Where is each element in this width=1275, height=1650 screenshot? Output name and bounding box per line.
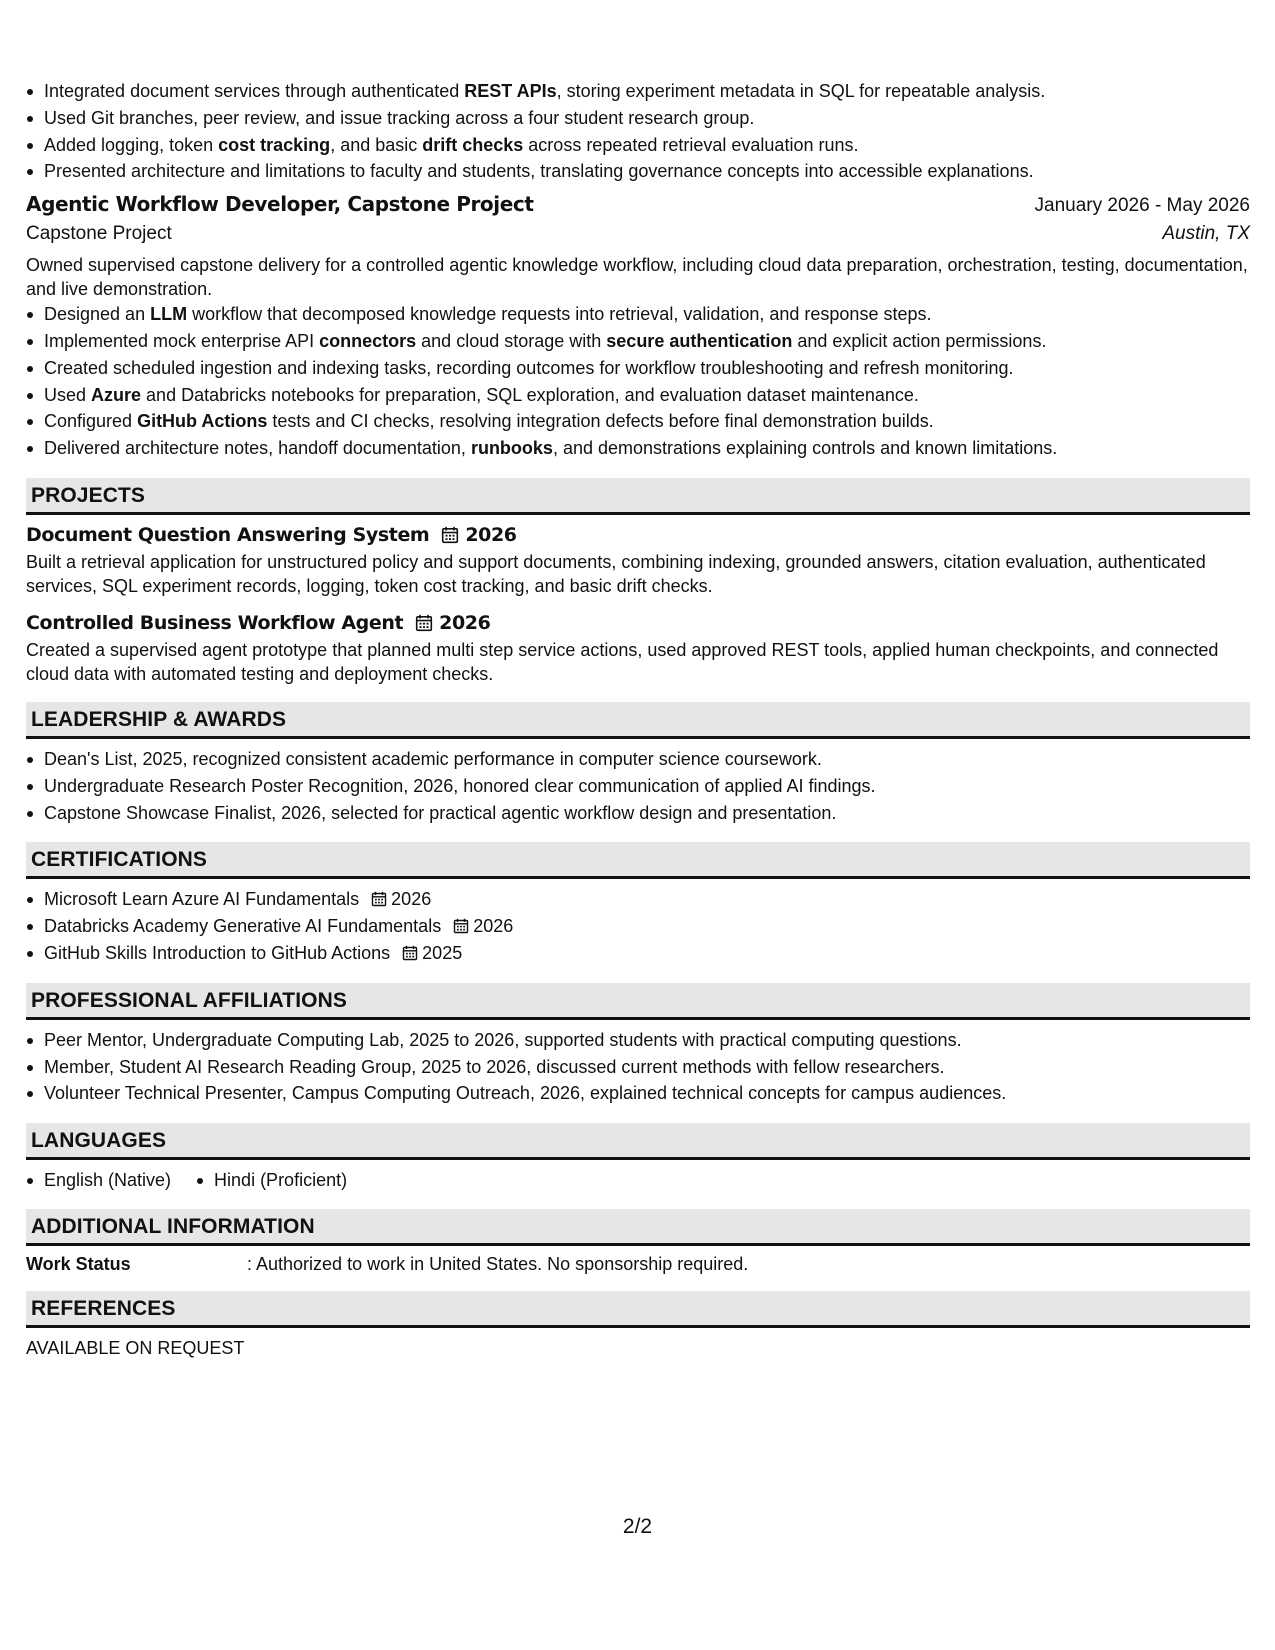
bullet-text: across repeated retrieval evaluation runs.	[523, 134, 859, 155]
calendar-icon	[371, 891, 387, 907]
certification-item	[44, 886, 1250, 913]
bold-keyword: secure authentication	[606, 330, 793, 351]
certification-name: GitHub Skills Introduction to GitHub Actions	[44, 942, 391, 963]
list-item: Undergraduate Research Poster Recognition, 2026, honored clear communication of applied AI findings.	[44, 773, 1250, 800]
leadership-list	[26, 746, 1250, 826]
bullet-text: workflow that decomposed knowledge requests into retrieval, validation, and response steps.	[187, 304, 932, 325]
bullet-text: Configured	[44, 411, 138, 432]
certifications-list	[26, 886, 1250, 966]
section-heading-references: REFERENCES	[26, 1291, 1250, 1328]
project-name: Controlled Business Workflow Agent	[26, 611, 404, 634]
bullet-text: Created scheduled ingestion and indexing tasks, recording outcomes for workflow troubleshooting and refresh monitoring.	[44, 357, 1014, 378]
references-text: AVAILABLE ON REQUEST	[26, 1338, 245, 1359]
project-name: Document Question Answering System	[26, 523, 430, 546]
section-heading-certifications: CERTIFICATIONS	[26, 842, 1250, 879]
bullet-item	[44, 355, 1250, 382]
bullet-item	[44, 328, 1250, 355]
certification-year: 2025	[422, 942, 463, 963]
bullet-item	[44, 78, 1250, 105]
bold-keyword: runbooks	[470, 438, 553, 459]
job-bullets	[26, 301, 1250, 462]
bullet-text: Added logging, token	[44, 134, 219, 155]
job-location: Austin, TX	[1162, 223, 1250, 245]
section-heading-affiliations: PROFESSIONAL AFFILIATIONS	[26, 983, 1250, 1020]
page-number: 2/2	[622, 1515, 653, 1538]
bullet-text: Implemented mock enterprise API	[44, 330, 320, 351]
list-item: Volunteer Technical Presenter, Campus Computing Outreach, 2026, explained technical concepts for campus audiences.	[44, 1080, 1250, 1107]
bullet-text: Presented architecture and limitations to faculty and students, translating governance concepts into accessible explanations.	[44, 161, 1034, 182]
bullet-item	[44, 382, 1250, 409]
bullet-text: Used	[44, 384, 92, 405]
section-heading-leadership: LEADERSHIP & AWARDS	[26, 702, 1250, 739]
bold-keyword: Azure	[91, 384, 142, 405]
languages-list	[26, 1167, 1250, 1193]
work-status-row	[26, 1254, 1250, 1275]
list-item: Capstone Showcase Finalist, 2026, selected for practical agentic workflow design and presentation.	[44, 800, 1250, 827]
job-dates: January 2026 - May 2026	[1034, 195, 1250, 217]
bullet-item	[44, 105, 1250, 132]
language-item: English (Native)	[26, 1167, 171, 1193]
bullet-text: Designed an	[44, 304, 151, 325]
bullet-item	[44, 408, 1250, 435]
project-header	[26, 612, 1250, 634]
project-year: 2026	[465, 523, 517, 546]
certification-year: 2026	[473, 916, 514, 937]
project-header	[26, 524, 1250, 546]
experience-bullets-continued	[26, 78, 1250, 185]
affiliations-list	[26, 1027, 1250, 1107]
bullet-text: , storing experiment metadata in SQL for repeatable analysis.	[556, 81, 1046, 101]
bullet-text: Integrated document services through authenticated	[44, 81, 465, 101]
bullet-text: tests and CI checks, resolving integration defects before final demonstration builds.	[267, 411, 934, 432]
bold-keyword: drift checks	[422, 134, 524, 155]
bullet-text: , and demonstrations explaining controls and known limitations.	[552, 438, 1058, 459]
project-year: 2026	[439, 611, 491, 634]
bullet-item	[44, 158, 1250, 185]
bullet-item	[44, 132, 1250, 159]
project-description: Created a supervised agent prototype that planned multi step service actions, used approved REST tools, applied human checkpoints, and connected cloud data with automated testing and deployment checks.	[26, 639, 1219, 684]
job-summary: Owned supervised capstone delivery for a controlled agentic knowledge workflow, including cloud data preparation, orchestration, testing, documentation, and live demonstration.	[26, 255, 1248, 300]
calendar-icon	[453, 918, 469, 934]
job-title: Agentic Workflow Developer, Capstone Project	[26, 192, 534, 217]
list-item: Dean's List, 2025, recognized consistent academic performance in computer science coursework.	[44, 746, 1250, 773]
calendar-icon	[402, 945, 418, 961]
projects-list	[26, 524, 1250, 686]
certification-item	[44, 913, 1250, 940]
project-description: Built a retrieval application for unstructured policy and support documents, combining indexing, grounded answers, citation evaluation, authenticated services, SQL experiment records, logging, token cost tracking, and basic drift checks.	[26, 551, 1206, 596]
job-organization: Capstone Project	[26, 223, 172, 245]
bullet-item	[44, 301, 1250, 328]
work-status-label: Work Status	[26, 1254, 131, 1275]
job-header	[26, 192, 1250, 217]
list-item: Peer Mentor, Undergraduate Computing Lab, 2025 to 2026, supported students with practical computing questions.	[44, 1027, 1250, 1054]
bold-keyword: connectors	[319, 330, 417, 351]
list-item: Member, Student AI Research Reading Group, 2025 to 2026, discussed current methods with fellow researchers.	[44, 1054, 1250, 1081]
bullet-text: Delivered architecture notes, handoff documentation,	[44, 438, 471, 459]
section-heading-additional-info: ADDITIONAL INFORMATION	[26, 1209, 1250, 1246]
bold-keyword: GitHub Actions	[137, 411, 268, 432]
section-heading-languages: LANGUAGES	[26, 1123, 1250, 1160]
bullet-item	[44, 435, 1250, 462]
section-heading-projects: PROJECTS	[26, 478, 1250, 515]
certification-year: 2026	[391, 889, 432, 910]
work-status-value: : Authorized to work in United States. No sponsorship required.	[247, 1254, 749, 1275]
bold-keyword: LLM	[150, 304, 188, 325]
bullet-text: and cloud storage with	[416, 330, 607, 351]
certification-name: Microsoft Learn Azure AI Fundamentals	[44, 889, 360, 910]
bullet-text: Used Git branches, peer review, and issue tracking across a four student research group.	[44, 107, 755, 128]
job-subheader	[26, 223, 1250, 245]
resume-page	[26, 78, 1250, 1359]
calendar-icon	[415, 614, 433, 632]
bullet-text: and Databricks notebooks for preparation, SQL exploration, and evaluation dataset maintenance.	[141, 384, 919, 405]
bullet-text: and explicit action permissions.	[792, 330, 1047, 351]
language-item: Hindi (Proficient)	[196, 1167, 347, 1193]
certification-name: Databricks Academy Generative AI Fundamentals	[44, 916, 442, 937]
certification-item	[44, 940, 1250, 967]
bullet-text: , and basic	[330, 134, 423, 155]
bold-keyword: cost tracking	[218, 134, 331, 155]
calendar-icon	[441, 526, 459, 544]
bold-keyword: REST APIs	[464, 81, 557, 101]
